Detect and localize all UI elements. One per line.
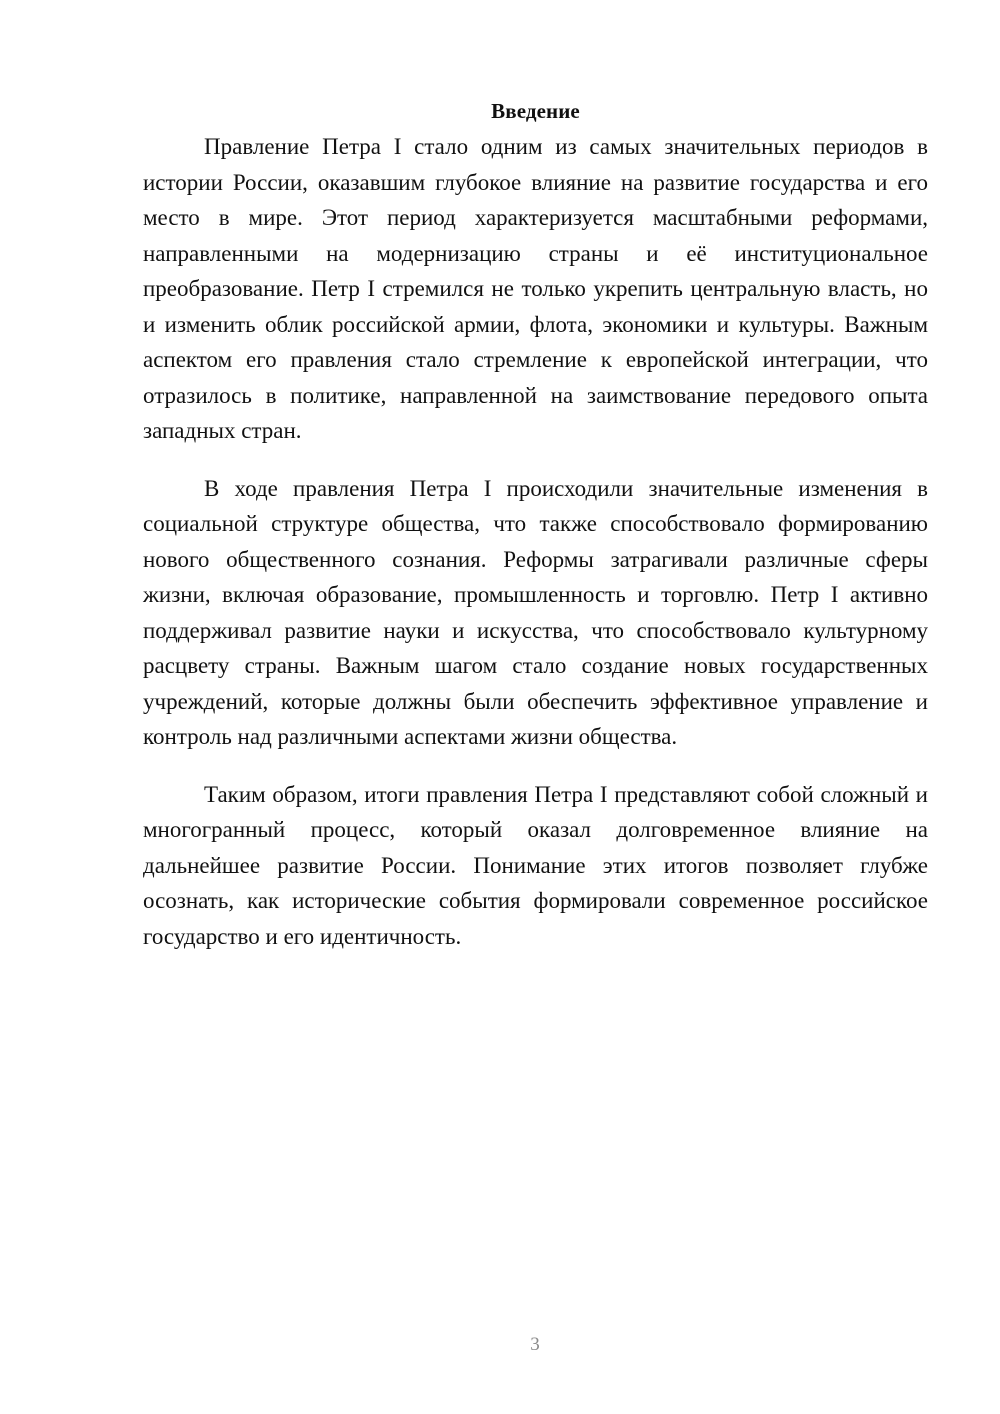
paragraph-2: В ходе правления Петра I происходили значительные изменения в социальной структуре общества, что также способствовало формированию нового общественного сознания. Реформы затрагивали различные сферы жизни, включая образование, промышленность и торговлю. Петр I активно поддерживал развитие науки и искусства, что способствовало культурному расцвету страны. Важным шагом стало создание новых государственных учреждений, которые должны были обеспечить эффективное управление и контроль над различными аспектами жизни общества.: [143, 475, 928, 749]
paragraph-1: Правление Петра I стало одним из самых значительных периодов в истории России, оказавшим глубокое влияние на развитие государства и его место в мире. Этот период характеризуется масштабными реформами, направленными на модернизацию страны и её институциональное преобразование. Петр I стремился не только укрепить центральную власть, но и изменить облик российской армии, флота, экономики и культуры. Важным аспектом его правления стало стремление к европейской интеграции, что отразилось в политике, направленной на заимствование передового опыта западных стран.: [143, 134, 928, 443]
section-heading: Введение: [491, 99, 580, 123]
page-content: [143, 96, 928, 954]
page-number: 3: [530, 1334, 540, 1355]
paragraph-3: Таким образом, итоги правления Петра I представляют собой сложный и многогранный процесс, который оказал долговременное влияние на дальнейшее развитие России. Понимание этих итогов позволяет глубже осознать, как исторические события формировали современное российское государство и его идентичность.: [143, 781, 928, 949]
